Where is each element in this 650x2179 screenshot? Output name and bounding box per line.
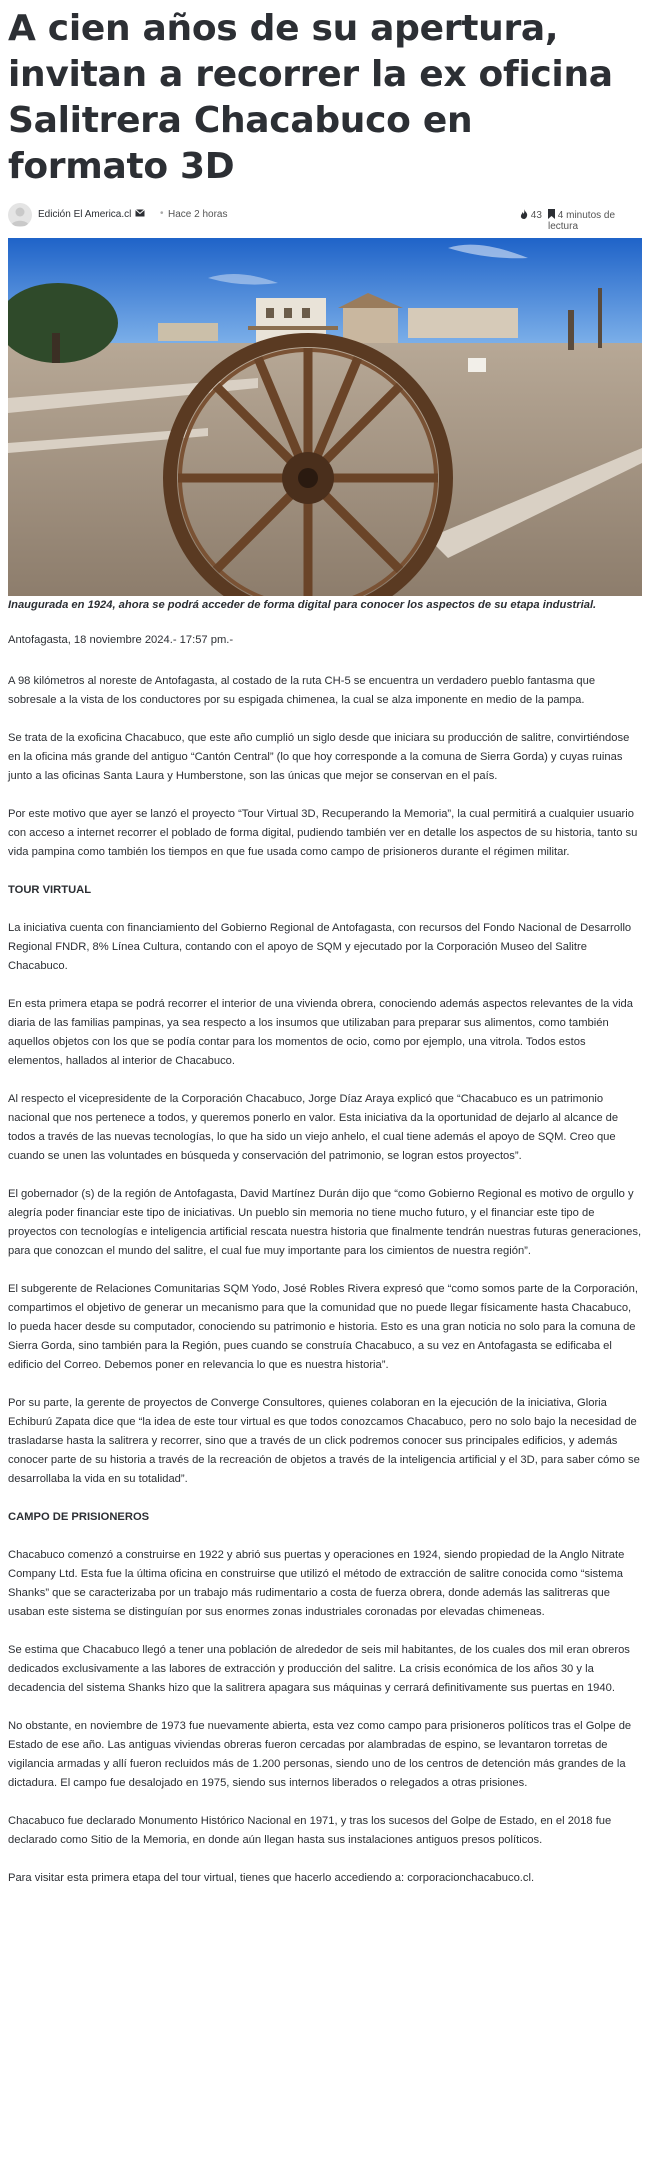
article-dateline: Antofagasta, 18 noviembre 2024.- 17:57 pm.- <box>8 634 234 646</box>
publish-time: Hace 2 horas <box>168 209 228 220</box>
paragraph-12: No obstante, en noviembre de 1973 fue nuevamente abierta, esta vez como campo para prisioneros políticos tras el Golpe de Estado de ese año. Las antiguas viviendas obreras fueron cercadas por alambradas de espino, se levantaron torretas de vigilancia armadas y allí fueron recluidos más de 1.200 personas, siendo uno de los centros de detención más grandes de la dictadura. El campo fue desalojado en 1975, siendo sus internos liberados o relegados a otras prisiones. <box>8 1720 632 1789</box>
paragraph-13: Chacabuco fue declarado Monumento Histórico Nacional en 1971, y tras los sucesos del Golpe de Estado, en el 2018 fue declarado como Sitio de la Memoria, en donde aún llegan hasta sus instalaciones antiguos presos políticos. <box>8 1815 612 1846</box>
reading-time <box>548 209 642 232</box>
paragraph-8: El subgerente de Relaciones Comunitarias SQM Yodo, José Robles Rivera expresó que “como somos parte de la Corporación, compartimos el objetivo de generar un mecanismo para que la comunidad que no puede llegar físicamente hasta Chacabuco, lo pueda hacer desde su computador, conociendo su patrimonio e historia. Esto es una gran noticia no solo para la comuna de Sierra Gorda, sino también para la Región, pues cuando se construía Chacabuco, a su vez en Antofagasta se edificaba el edificio del Correo. Debemos poner en relevancia lo que es nuestra historia”. <box>8 1283 638 1371</box>
views-value: 43 <box>530 210 542 221</box>
views-count <box>520 209 542 221</box>
paragraph-14: Para visitar esta primera etapa del tour virtual, tienes que hacerlo accediendo a: corporacionchacabuco.cl. <box>8 1872 535 1884</box>
author-avatar[interactable] <box>8 203 32 227</box>
paragraph-7: El gobernador (s) de la región de Antofagasta, David Martínez Durán dijo que “como Gobierno Regional es motivo de orgullo y alegría poder financiar este tipo de iniciativas. Un pueblo sin memoria no tiene mucho futuro, y el financiar este tipo de proyectos con tecnologías e inteligencia artificial rescata nuestra historia que finalmente tendrán nuestras futuras generaciones, para que conozcan el mundo del salitre, el cual fue muy importante para los cimientos de nuestra región”. <box>8 1188 642 1257</box>
paragraph-9: Por su parte, la gerente de proyectos de Converge Consultores, quienes colaboran en la ejecución de la iniciativa, Gloria Echiburú Zapata dice que “la idea de este tour virtual es que todos conozcamos Chacabuco, pero no solo bajo la necesidad de trasladarse hasta la salitrera y recorrer, sino que a través de un click podremos conocer sus principales edificios, y además conocer parte de su historia a través de la recreación de objetos a través de la inteligencia artificial y el 3D, para saber cómo se desarrollaba la vida en su totalidad”. <box>8 1397 640 1485</box>
article-lead: Inaugurada en 1924, ahora se podrá acceder de forma digital para conocer los aspectos de su etapa industrial. <box>8 599 597 611</box>
paragraph-1: A 98 kilómetros al noreste de Antofagasta, al costado de la ruta CH-5 se encuentra un verdadero pueblo fantasma que sobresale a la vista de los conductores por su espigada chimenea, la cual se alza imponente en medio de la pampa. <box>8 675 596 706</box>
hero-image <box>8 238 642 596</box>
section-heading-campo-prisioneros: CAMPO DE PRISIONEROS <box>8 1511 150 1523</box>
article-meta <box>8 200 642 230</box>
paragraph-4: La iniciativa cuenta con financiamiento del Gobierno Regional de Antofagasta, con recursos del Fondo Nacional de Desarrollo Regional FNDR, 8% Línea Cultura, contando con el apoyo de SQM y ejecutado por la Corporación Museo del Salitre Chacabuco. <box>8 922 632 972</box>
section-heading-tour-virtual: TOUR VIRTUAL <box>8 884 92 896</box>
meta-separator: • <box>160 208 164 219</box>
reading-time-value: 4 minutos de lectura <box>548 210 616 232</box>
paragraph-3: Por este motivo que ayer se lanzó el proyecto “Tour Virtual 3D, Recuperando la Memoria”, la cual permitirá a cualquier usuario con acceso a internet recorrer el poblado de forma digital, pudiendo también ver en detalle los aspectos de su historia, tanto su vida pampina como también los tiempos en que fue usada como campo de prisioneros durante el régimen militar. <box>8 808 638 858</box>
article-body <box>8 596 642 1888</box>
paragraph-6: Al respecto el vicepresidente de la Corporación Chacabuco, Jorge Díaz Araya explicó que “Chacabuco es un patrimonio nacional que nos pertenece a todos, y queremos ponerlo en valor. Esta iniciativa da la oportunidad de dejarlo al alcance de todos a través de las nuevas tecnologías, lo que ha sido un viejo anhelo, el cual tiene además el apoyo de SQM. Creo que cuando se unen las voluntades en búsqueda y conservación del patrimonio, se logran estos proyectos”. <box>8 1093 619 1162</box>
paragraph-10: Chacabuco comenzó a construirse en 1922 y abrió sus puertas y operaciones en 1924, siendo propiedad de la Anglo Nitrate Company Ltd. Esta fue la última oficina en construirse que utilizó el método de extracción de salitre conocida como “sistema Shanks” que se caracterizaba por un trabajo más rudimentario a costa de fuerza obrera, donde además las salitreras que usaban este sistema se distinguían por sus enormes zonas industriales coronadas por elevadas chimeneas. <box>8 1549 625 1618</box>
paragraph-2: Se trata de la exoficina Chacabuco, que este año cumplió un siglo desde que iniciara su producción de salitre, convirtiéndose en la oficina más grande del antiguo “Cantón Central” (lo que hoy corresponde a la comuna de Sierra Gorda) y cuyas ruinas junto a las oficinas Santa Laura y Humberstone, son las únicas que mejor se conservan en el país. <box>8 732 630 782</box>
envelope-icon[interactable] <box>135 208 145 221</box>
bookmark-icon <box>548 209 555 219</box>
author-link[interactable]: Edición El America.cl <box>38 209 132 220</box>
fire-icon <box>520 209 528 219</box>
paragraph-5: En esta primera etapa se podrá recorrer el interior de una vivienda obrera, conociendo además aspectos relevantes de la vida diaria de las familias pampinas, ya sea respecto a los insumos que utilizaban para preparar sus alimentos, como también aquellos objetos con los que se podía contar para los momentos de ocio, como por ejemplo, una vitrola. Todos estos elementos, hallados al interior de Chacabuco. <box>8 998 633 1067</box>
paragraph-11: Se estima que Chacabuco llegó a tener una población de alrededor de seis mil habitantes, de los cuales dos mil eran obreros dedicados exclusivamente a las labores de extracción y producción del salitre. La crisis económica de los años 30 y la decadencia del sistema Shanks hizo que la salitrera apagara sus máquinas y cerrará definitivamente sus puertas en 1940. <box>8 1644 630 1694</box>
article-title: A cien años de su apertura, invitan a recorrer la ex oficina Salitrera Chacabuco en formato 3D <box>8 8 613 187</box>
